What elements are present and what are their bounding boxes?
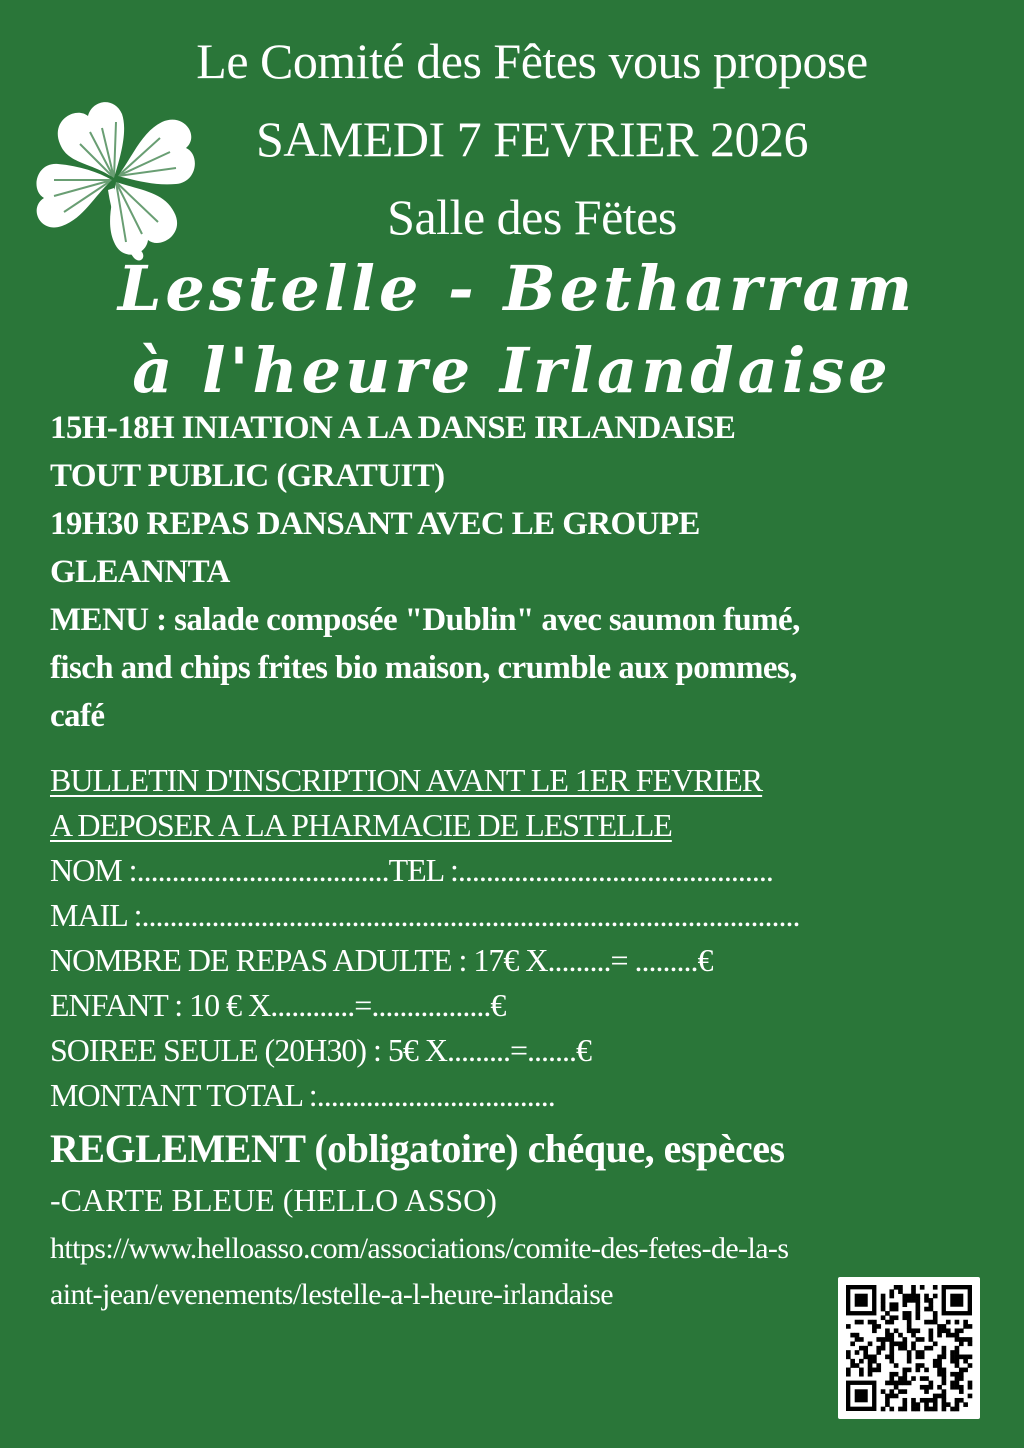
event-title-line1: Lestelle - Betharram xyxy=(117,252,917,325)
header-venue: Salle des Fëtes xyxy=(387,189,677,245)
event-title xyxy=(0,248,1024,412)
program-line: 19H30 REPAS DANSANT AVEC LE GROUPE xyxy=(50,506,700,542)
form-field-soiree: SOIREE SEULE (20H30) : 5€ X.........=.......€ xyxy=(50,1032,592,1068)
header xyxy=(0,22,1024,256)
payment-url-line[interactable]: aint-jean/evenements/lestelle-a-l-heure-irlandaise xyxy=(50,1278,614,1311)
payment-url-line[interactable]: https://www.helloasso.com/associations/comite-des-fetes-de-la-s xyxy=(50,1232,789,1265)
program xyxy=(50,404,1010,740)
form-field-adulte: NOMBRE DE REPAS ADULTE : 17€ X.........= .........€ xyxy=(50,942,713,978)
payment-card: -CARTE BLEUE (HELLO ASSO) xyxy=(50,1182,497,1218)
program-line: 15H-18H INIATION A LA DANSE IRLANDAISE xyxy=(50,410,736,446)
form-field-nom-tel: NOM :....................................TEL :............................................. xyxy=(50,852,773,888)
header-date: SAMEDI 7 FEVRIER 2026 xyxy=(255,111,809,167)
qr-code[interactable] xyxy=(838,1277,980,1419)
program-line: café xyxy=(50,698,105,734)
program-line: GLEANNTA xyxy=(50,554,230,590)
event-title-line2: à l'heure Irlandaise xyxy=(132,334,892,407)
form-heading: A DEPOSER A LA PHARMACIE DE LESTELLE xyxy=(50,807,672,843)
program-line: MENU : salade composée "Dublin" avec saumon fumé, xyxy=(50,602,800,638)
form-field-enfant: ENFANT : 10 € X............=.................€ xyxy=(50,987,506,1023)
form-field-total: MONTANT TOTAL :.................................. xyxy=(50,1077,555,1113)
header-organizer: Le Comité des Fêtes vous propose xyxy=(196,33,868,89)
program-line: TOUT PUBLIC (GRATUIT) xyxy=(50,458,445,494)
form-heading: BULLETIN D'INSCRIPTION AVANT LE 1ER FEVRIER xyxy=(50,762,763,798)
payment-heading: REGLEMENT (obligatoire) chéque, espèces xyxy=(50,1126,785,1171)
program-line: fisch and chips frites bio maison, crumble aux pommes, xyxy=(50,650,797,686)
form-field-mail: MAIL :.............................................................................................. xyxy=(50,897,800,933)
registration-form xyxy=(50,758,1010,1118)
